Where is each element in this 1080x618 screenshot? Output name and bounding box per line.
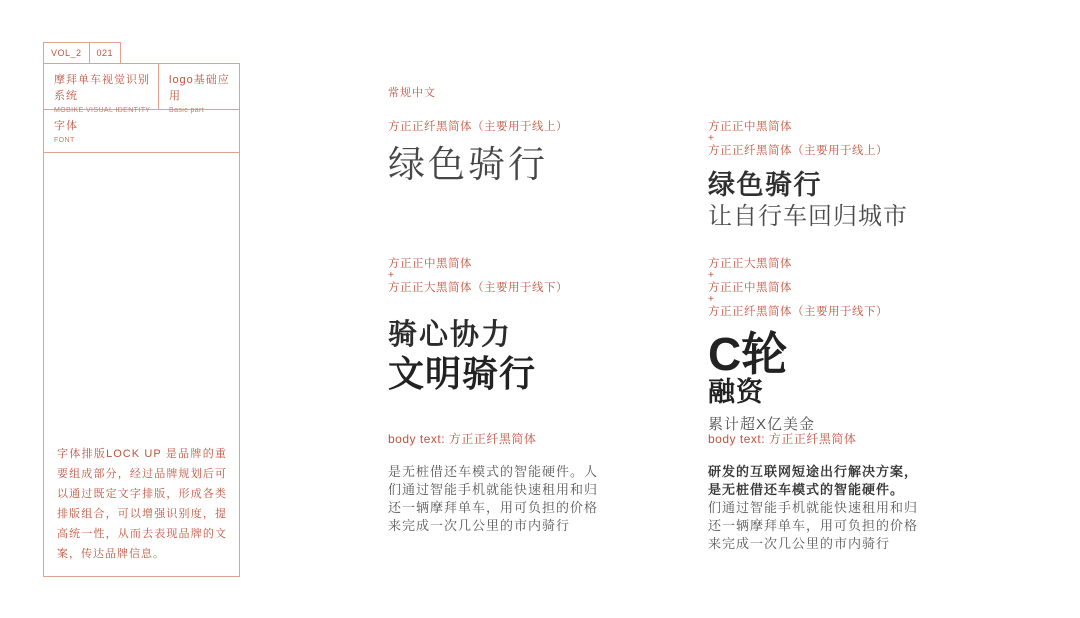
sidebar-panel [43, 63, 240, 577]
body-text-label: body text: 方正正纤黑简体 [388, 432, 537, 446]
page-number-box [90, 42, 122, 64]
type-sample: 文明骑行 [388, 353, 537, 394]
body-line: 是无桩借还车模式的智能硬件。人 [388, 464, 599, 479]
volume-page-row [43, 42, 121, 64]
chapter-title-en: FONT [54, 137, 75, 144]
font-name-label: 方正正中黑简体 [708, 121, 792, 133]
section-title-cn: logo基础应用 [169, 74, 230, 102]
font-name-label: 方正正中黑简体 [708, 282, 792, 294]
body-text-label: body text: 方正正纤黑简体 [708, 432, 857, 446]
body-line-bold: 是无桩借还车模式的智能硬件。 [708, 482, 905, 497]
font-name-label: 方正正纤黑简体（主要用于线上） [708, 145, 888, 157]
plus-separator: + [388, 270, 394, 281]
body-text-block-left [388, 430, 598, 535]
body-paragraph [388, 463, 598, 535]
identity-title-cn: 摩拜单车视觉识别系统 [54, 74, 150, 102]
specimen-offline-combo [388, 257, 568, 394]
body-text-block-right [708, 430, 918, 553]
body-line-bold: 研发的互联网短途出行解决方案， [708, 464, 919, 479]
font-name-label: 方正正大黑简体（主要用于线下） [388, 282, 568, 294]
specimen-online-single [388, 120, 568, 186]
body-line: 们通过智能手机就能快速租用和归 [388, 482, 599, 497]
type-sample: 绿色骑行 [388, 144, 548, 185]
font-name-label: 方正正中黑简体 [388, 258, 472, 270]
plus-separator: + [708, 294, 714, 305]
type-sample: 绿色骑行 [708, 170, 822, 200]
font-name-label: 方正正大黑简体 [708, 258, 792, 270]
font-name-label: 方正正纤黑简体（主要用于线上） [388, 121, 568, 133]
sidebar-description: 字体排版LOCK UP 是品牌的重要组成部分，经过品牌规划后可以通过既定文字排版，形成各类排版组合，可以增强识别度，提高统一性，从而去表现品牌的文案，传达品牌信息。 [57, 448, 227, 560]
body-line: 来完成一次几公里的市内骑行 [388, 518, 571, 533]
type-sample: 累计超X亿美金 [708, 416, 816, 433]
type-sample: C轮 [708, 328, 788, 380]
body-paragraph [708, 463, 918, 553]
type-sample: 骑心协力 [388, 319, 513, 351]
specimen-offline-triple [708, 257, 888, 434]
body-line: 来完成一次几公里的市内骑行 [708, 536, 891, 551]
page-number: 021 [96, 48, 114, 58]
plus-separator: + [708, 270, 714, 281]
type-sample: 让自行车回归城市 [708, 203, 908, 230]
sidebar-header-row [44, 64, 239, 114]
volume-label: VOL_2 [51, 48, 82, 58]
identity-title-en: MOBIKE VISUAL IDENTITY [54, 107, 151, 114]
body-line: 还一辆摩拜单车，用可负担的价格 [388, 500, 599, 515]
plus-separator: + [708, 133, 714, 144]
section-cell [159, 64, 239, 114]
volume-box [43, 42, 90, 64]
category-label: 常规中文 [388, 87, 436, 99]
type-sample: 融资 [708, 377, 764, 407]
specimen-online-combo [708, 120, 908, 231]
body-line: 还一辆摩拜单车，用可负担的价格 [708, 518, 919, 533]
identity-title-cell [44, 64, 159, 114]
chapter-cell [44, 110, 239, 153]
section-title-en: Basic part [169, 107, 205, 114]
body-line: 们通过智能手机就能快速租用和归 [708, 500, 919, 515]
font-name-label: 方正正纤黑简体（主要用于线下） [708, 306, 888, 318]
chapter-title-cn: 字体 [54, 120, 78, 132]
